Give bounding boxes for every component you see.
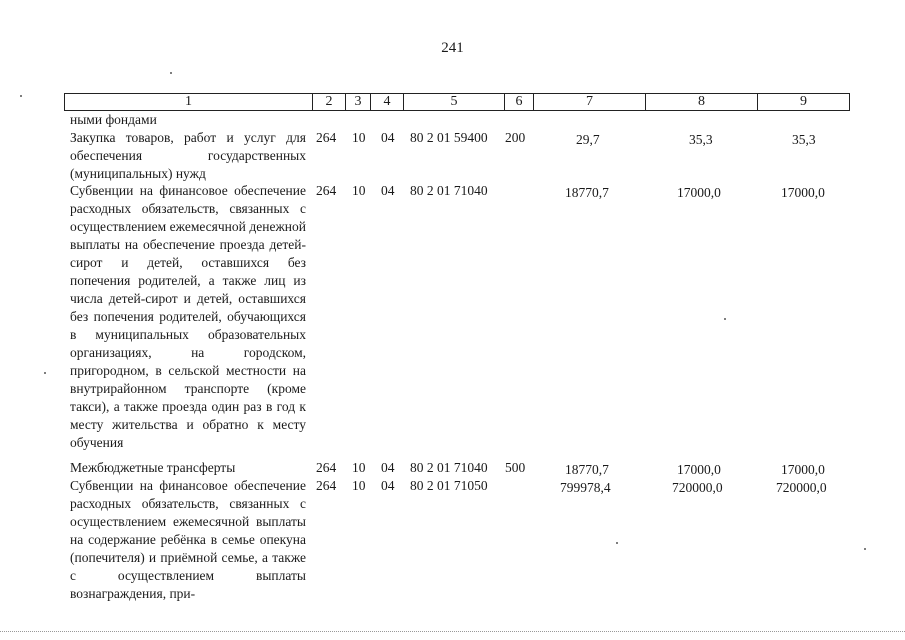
row-subsection: 04 — [381, 478, 395, 493]
row-target-article: 80 2 01 71050 — [410, 478, 488, 493]
row-description: Закупка товаров, работ и услуг для обеспечения государственных (муниципальных) нужд — [70, 130, 306, 181]
scan-speck — [170, 72, 172, 74]
header-col-1: 1 — [65, 94, 313, 110]
row-amount-8: 720000,0 — [672, 480, 723, 495]
header-col-5: 5 — [404, 94, 505, 110]
row-ministry: 264 — [316, 183, 337, 198]
row-section: 10 — [352, 183, 366, 198]
row-amount-7: 29,7 — [576, 132, 600, 147]
header-col-6: 6 — [505, 94, 534, 110]
row-subsection: 04 — [381, 130, 395, 145]
header-col-4: 4 — [371, 94, 404, 110]
row-target-article: 80 2 01 59400 — [410, 130, 488, 145]
row-subsection: 04 — [381, 460, 395, 475]
row-amount-9: 35,3 — [792, 132, 816, 147]
row-amount-7: 18770,7 — [565, 185, 609, 200]
row-amount-7: 18770,7 — [565, 462, 609, 477]
header-col-7: 7 — [534, 94, 646, 110]
row-subsection: 04 — [381, 183, 395, 198]
header-col-9: 9 — [800, 94, 807, 109]
row-ministry: 264 — [316, 460, 337, 475]
row-section: 10 — [352, 460, 366, 475]
row-description: Субвенции на финансовое обеспечение расходных обязательств, связанных с осуществлением ежемесячной денежной выплаты на обеспечение проезда детей-сирот и детей, оставшихся без попечения родителей, а также лиц из числа детей-сирот и детей, оставшихся без попечения родителей, обучающихся в муниципальных образовательных организациях, на городском, пригородном, в сельской местности на внутрирайонном транспорте (кроме такси), а также проезда один раз в год к месту жительства и обратно к месту обучения — [70, 183, 306, 450]
row-description: Субвенции на финансовое обеспечение расходных обязательств, связанных с осуществлением ежемесячной выплаты на содержание ребёнка в семье опекуна (попечителя) и приёмной семье, а также с осуществлением выплаты вознаграждения, при- — [70, 478, 306, 601]
scan-speck — [20, 95, 22, 97]
page-number: 241 — [441, 40, 464, 56]
scan-edge-line — [0, 631, 905, 633]
continuation-text: ными фондами — [70, 112, 157, 127]
row-target-article: 80 2 01 71040 — [410, 460, 488, 475]
scan-speck — [724, 318, 726, 320]
row-section: 10 — [352, 478, 366, 493]
header-col-2: 2 — [313, 94, 346, 110]
table-header-row — [64, 93, 850, 111]
row-amount-7: 799978,4 — [560, 480, 611, 495]
row-ministry: 264 — [316, 130, 337, 145]
row-amount-8: 35,3 — [689, 132, 713, 147]
row-amount-8: 17000,0 — [677, 185, 721, 200]
scan-speck — [44, 372, 46, 374]
row-amount-9: 17000,0 — [781, 185, 825, 200]
row-ministry: 264 — [316, 478, 337, 493]
scan-speck — [616, 542, 618, 544]
row-amount-9: 720000,0 — [776, 480, 827, 495]
header-col-8: 8 — [646, 94, 758, 110]
row-expense-type: 500 — [505, 460, 526, 475]
header-col-3: 3 — [346, 94, 371, 110]
row-description: Межбюджетные трансферты — [70, 460, 236, 475]
row-section: 10 — [352, 130, 366, 145]
row-amount-8: 17000,0 — [677, 462, 721, 477]
scan-speck — [864, 548, 866, 550]
row-amount-9: 17000,0 — [781, 462, 825, 477]
row-target-article: 80 2 01 71040 — [410, 183, 488, 198]
row-expense-type: 200 — [505, 130, 526, 145]
